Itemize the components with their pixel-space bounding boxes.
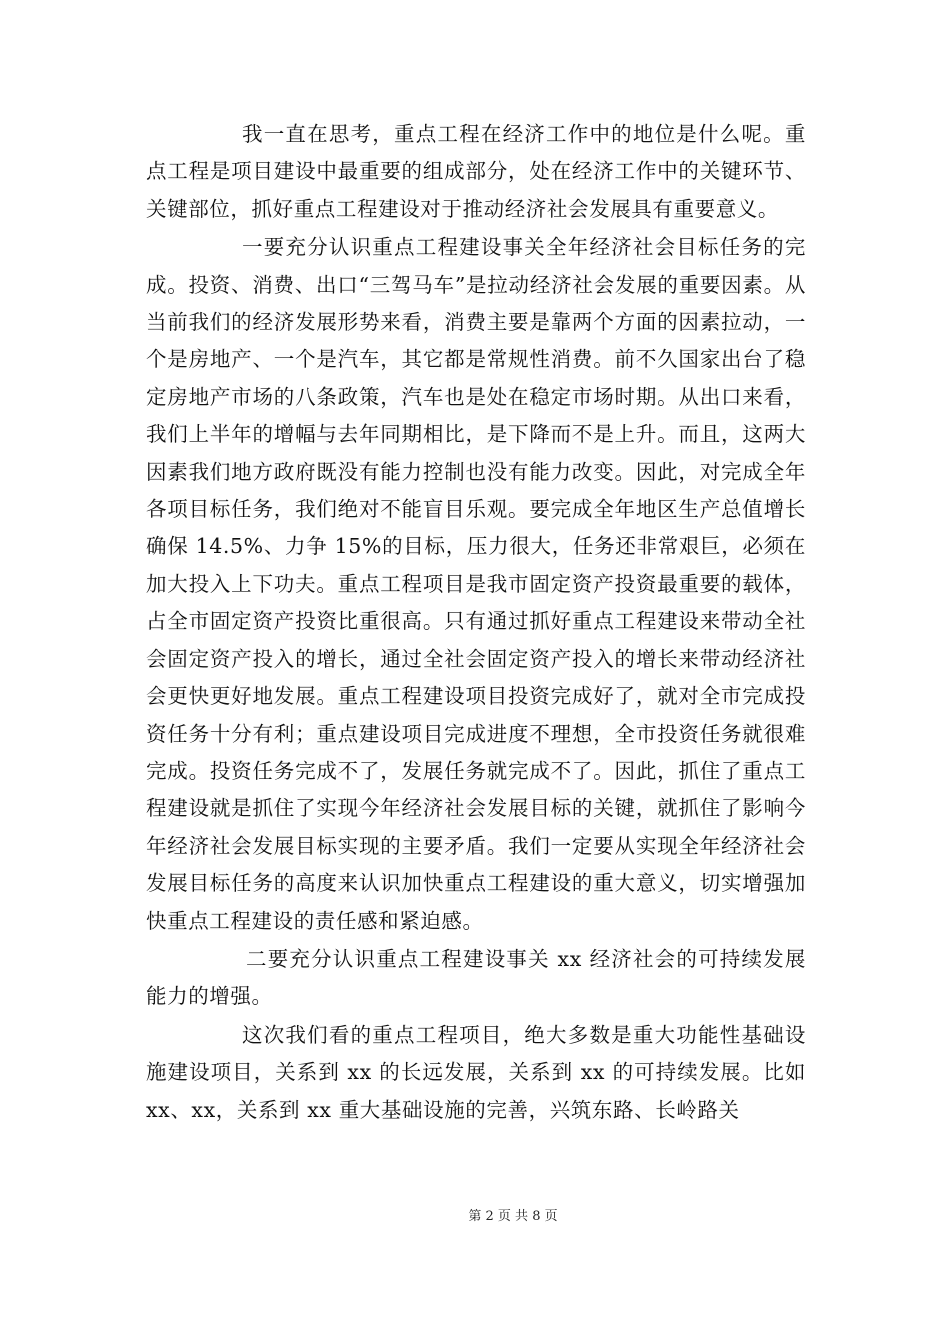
paragraph-2: 一要充分认识重点工程建设事关全年经济社会目标任务的完成。投资、消费、出口“三驾马车”是拉动经济社会发展的重要因素。从当前我们的经济发展形势来看，消费主要是靠两个方面的因素拉动，一个是房地产、一个是汽车，其它都是常规性消费。前不久国家出台了稳定房地产市场的八条政策，汽车也是处在稳定市场时期。从出口来看，我们上半年的增幅与去年同期相比，是下降而不是上升。而且，这两大因素我们地方政府既没有能力控制也没有能力改变。因此，对完成全年各项目标任务，我们绝对不能盲目乐观。要完成全年地区生产总值增长确保 14.5%、力争 15%的目标，压力很大，任务还非常艰巨，必须在加大投入上下功夫。重点工程项目是我市固定资产投资最重要的载体，占全市固定资产投资比重很高。只有通过抓好重点工程建设来带动全社会固定资产投入的增长，通过全社会固定资产投入的增长来带动经济社会更快更好地发展。重点工程建设项目投资完成好了，就对全市完成投资任务十分有利；重点建设项目完成进度不理想，全市投资任务就很难完成。投资任务完成不了，发展任务就完成不了。因此，抓住了重点工程建设就是抓住了实现今年经济社会发展目标的关键，就抓住了影响今年经济社会发展目标实现的主要矛盾。我们一定要从实现全年经济社会发展目标任务的高度来认识加快重点工程建设的重大意义，切实增强加快重点工程建设的责任感和紧迫感。 — [146, 235, 806, 933]
paragraph-1: 我一直在思考，重点工程在经济工作中的地位是什么呢。重点工程是项目建设中最重要的组成部分，处在经济工作中的关键环节、关键部位，抓好重点工程建设对于推动经济社会发展具有重要意义。 — [146, 122, 806, 221]
paragraph-3: 二要充分认识重点工程建设事关 xx 经济社会的可持续发展能力的增强。 — [146, 946, 806, 1009]
paragraph-4: 这次我们看的重点工程项目，绝大多数是重大功能性基础设施建设项目，关系到 xx 的长远发展，关系到 xx 的可持续发展。比如 xx、xx，关系到 xx 重大基础设施的完善，兴筑东路、长岭路关 — [146, 1022, 806, 1122]
page-number-footer: 第 2 页 共 8 页 — [468, 1209, 558, 1224]
document-body — [146, 116, 806, 1129]
